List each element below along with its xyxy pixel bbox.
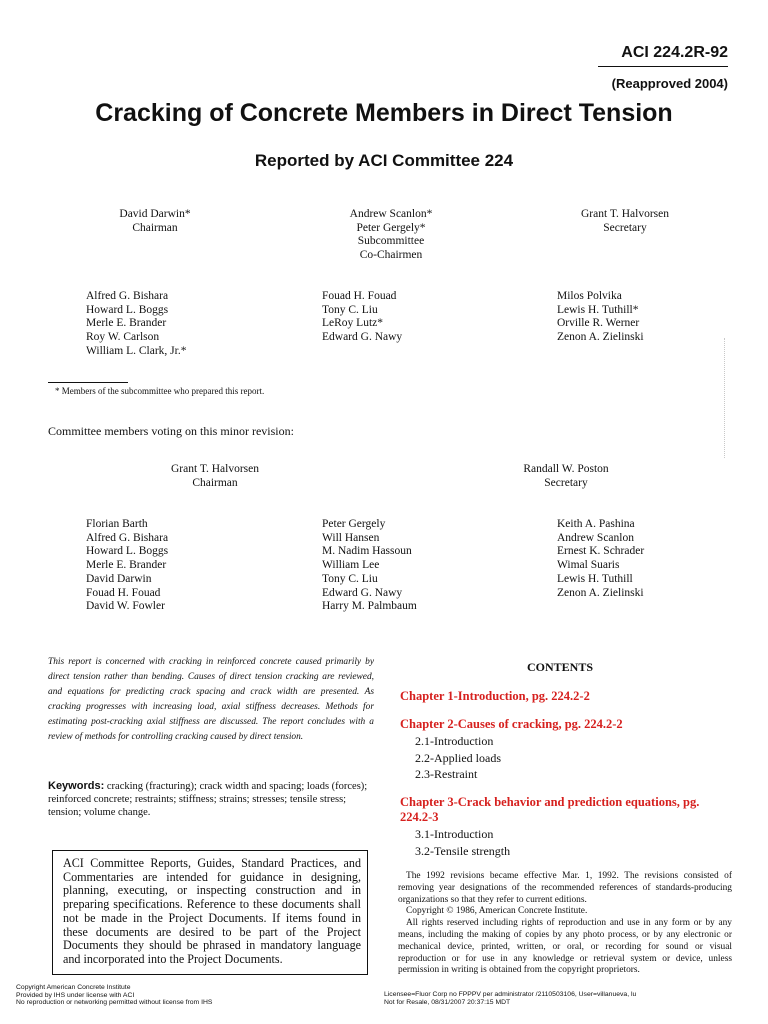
voting-chairman-role: Chairman <box>192 476 238 489</box>
secretary-name: Grant T. Halvorsen <box>580 208 670 220</box>
committee-members-col-2 <box>322 290 402 345</box>
member-name: Merle E. Brander <box>86 559 167 572</box>
voting-secretary-name: Randall W. Poston <box>523 463 609 475</box>
member-name: Alfred G. Bishara <box>86 290 169 302</box>
member-name: Peter Gergely <box>322 518 386 530</box>
member-name: Will Hansen <box>322 531 380 544</box>
member-name: William L. Clark, Jr.* <box>86 344 187 357</box>
member-name: Roy W. Carlson <box>86 331 160 344</box>
contents-chapter-3-line-1: Chapter 3-Crack behavior and prediction equations, pg. <box>400 795 700 809</box>
contents-chapter-3-sections <box>415 826 510 859</box>
member-name: Ernest K. Schrader <box>557 545 645 558</box>
footer-license-right <box>384 991 636 1006</box>
committee-subcommittee <box>328 208 454 262</box>
voting-members-col-1 <box>86 518 168 614</box>
member-name: Fouad H. Fouad <box>86 586 161 599</box>
member-name: Orville R. Werner <box>557 317 640 330</box>
contents-chapter-2-sections <box>415 733 501 783</box>
footer-line: Not for Resale, 08/31/2007 20:37:15 MDT <box>384 998 511 1006</box>
member-name: Lewis H. Tuthill* <box>557 303 639 316</box>
guidance-notice-box <box>52 850 368 975</box>
revision-note <box>398 871 732 977</box>
revision-note-revisions: The 1992 revisions became effective Mar. 1, 1992. The revisions consisted of removing year designations of the recommended references of standards-producing organizations so that they refer to current editions. <box>398 871 732 905</box>
member-name: Edward G. Nawy <box>322 586 403 599</box>
member-name: Wimal Suaris <box>557 559 620 572</box>
footer-line: Licensee=Fluor Corp no FPPPV per administrator /2110503106, User=villanueva, lu <box>384 991 637 998</box>
contents-chapter-3-line-2: 224.2-3 <box>400 810 439 824</box>
revision-note-rights: All rights reserved including rights of reproduction and use in any form or by any means, including the making of copies by any photo process, or by any electronic or mechanical device, printed, written, or oral, or recording for sound or visual reproduction or for use in any knowledge or retrieval system or device, unless permission in writing is obtained from the copyright proprietors. <box>398 918 732 976</box>
subcommittee-role: Subcommittee Co-Chairmen <box>357 235 425 261</box>
voting-chairman-name: Grant T. Halvorsen <box>170 463 260 475</box>
member-name: Keith A. Pashina <box>557 518 635 530</box>
voting-secretary-role: Secretary <box>544 476 588 489</box>
member-name: Milos Polvika <box>557 290 622 302</box>
member-name: LeRoy Lutz* <box>322 317 383 330</box>
contents-heading: CONTENTS <box>526 660 594 674</box>
keywords <box>48 780 378 819</box>
member-name: Alfred G. Bishara <box>86 531 169 544</box>
member-name: David W. Fowler <box>86 600 165 613</box>
member-name: Howard L. Boggs <box>86 303 169 316</box>
guidance-notice-text: ACI Committee Reports, Guides, Standard Practices, and Commentaries are intended for guidance in designing, planning, executing, or inspecting construction and in preparing specifications. Reference to these documents shall not be made in the Project Documents. If items found in these documents are desired to be part of the Project Documents they should be phrased in mandatory language and incorporated into the Project Documents. <box>63 856 361 966</box>
member-name: Tony C. Liu <box>322 572 378 585</box>
keywords-text: cracking (fracturing); crack width and spacing; loads (forces); reinforced concrete; restraints; stiffness; strains; stresses; tensile stress; tension; volume change. <box>48 781 368 818</box>
member-name: Andrew Scanlon <box>557 531 634 544</box>
member-name: Lewis H. Tuthill <box>557 572 633 585</box>
footer-line: Provided by IHS under license with ACI <box>16 991 135 999</box>
contents-chapter-1-link[interactable]: Chapter 1-Introduction, pg. 224.2-2 <box>400 689 590 703</box>
reported-by: Reported by ACI Committee 224 <box>254 151 514 170</box>
member-name: Fouad H. Fouad <box>322 290 397 302</box>
voting-members-col-2 <box>322 518 417 614</box>
chairman-role: Chairman <box>132 221 178 234</box>
secretary-role: Secretary <box>603 221 647 234</box>
revision-note-copyright: Copyright © 1986, American Concrete Institute. <box>406 906 588 917</box>
voting-secretary <box>505 463 627 490</box>
committee-secretary <box>562 208 688 235</box>
page-title: Cracking of Concrete Members in Direct Tension <box>95 99 673 127</box>
contents-section-item: 3.2-Tensile strength <box>415 843 511 858</box>
chairman-name: David Darwin* <box>119 208 191 220</box>
margin-scan-marks <box>724 338 731 458</box>
footnote-rule <box>48 382 128 383</box>
footer-line: No reproduction or networking permitted without license from IHS <box>16 999 213 1006</box>
committee-members-col-3 <box>557 290 644 345</box>
committee-members-col-1 <box>86 290 186 359</box>
voting-members-col-3 <box>557 518 644 600</box>
committee-chairman <box>100 208 210 235</box>
member-name: Harry M. Palmbaum <box>322 600 417 613</box>
member-name: Zenon A. Zielinski <box>557 331 644 344</box>
document-number-rule <box>598 66 728 67</box>
subcommittee-footnote: * Members of the subcommittee who prepared this report. <box>55 386 265 396</box>
document-number: ACI 224.2R-92 <box>621 44 728 61</box>
contents-section-item: 3.1-Introduction <box>415 827 494 841</box>
voting-intro: Committee members voting on this minor revision: <box>48 424 294 438</box>
member-name: Florian Barth <box>86 518 148 530</box>
keywords-label: Keywords: <box>48 780 105 792</box>
abstract: This report is concerned with cracking in reinforced concrete caused primarily by direct tension rather than bending. Causes of direct tension cracking are reviewed, and equations for predicting crack spacing and crack width are presented. As cracking progresses with increasing load, axial stiffness decreases. Methods for estimating post-cracking axial stiffness are discussed. The report concludes with a review of methods for controlling cracking caused by direct tension. <box>48 657 374 742</box>
member-name: Tony C. Liu <box>322 303 378 316</box>
contents-chapter-2-link[interactable]: Chapter 2-Causes of cracking, pg. 224.2-2 <box>400 717 623 731</box>
subcommittee-name: Peter Gergely* <box>356 221 426 234</box>
member-name: M. Nadim Hassoun <box>322 545 412 558</box>
contents-section-item: 2.3-Restraint <box>415 767 478 781</box>
subcommittee-name: Andrew Scanlon* <box>349 208 433 220</box>
footer-line: Copyright American Concrete Institute <box>16 984 131 991</box>
member-name: William Lee <box>322 559 380 572</box>
member-name: Zenon A. Zielinski <box>557 586 644 599</box>
contents-chapter-3-link[interactable] <box>400 795 736 825</box>
voting-chairman <box>150 463 280 490</box>
contents-section-item: 2.1-Introduction <box>415 734 494 748</box>
footer-license-left <box>16 984 212 1007</box>
member-name: David Darwin <box>86 572 152 585</box>
member-name: Howard L. Boggs <box>86 545 169 558</box>
member-name: Merle E. Brander <box>86 317 167 330</box>
contents-section-item: 2.2-Applied loads <box>415 750 501 765</box>
member-name: Edward G. Nawy <box>322 331 403 344</box>
reapproved-note: (Reapproved 2004) <box>611 76 728 91</box>
